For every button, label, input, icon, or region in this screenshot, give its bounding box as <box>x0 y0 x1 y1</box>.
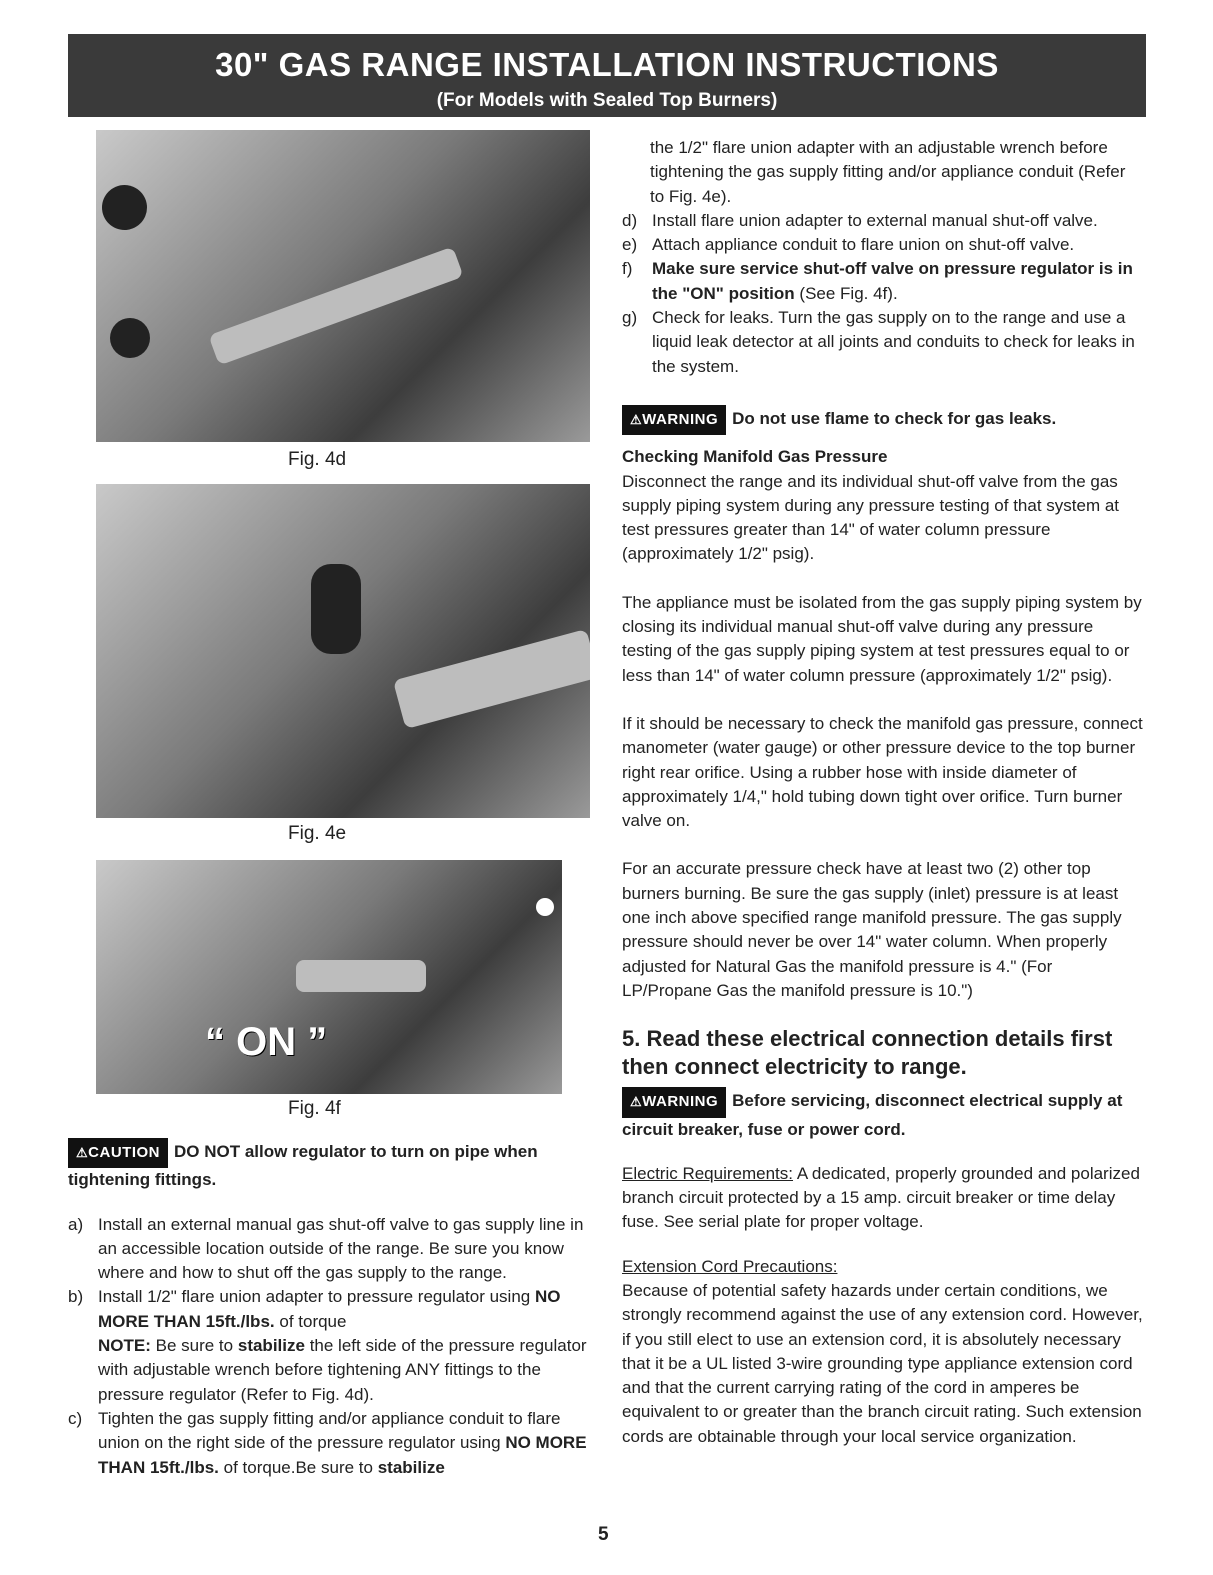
list-item: a) Install an external manual gas shut-off valve to gas supply line in an accessible location outside of the range. Be sure you know where and how to shut off the gas supply to the range. <box>68 1214 584 1283</box>
electric-requirements-label: Electric Requirements: <box>622 1163 794 1183</box>
install-steps-list-continued <box>622 136 1144 379</box>
page-header <box>68 34 1146 117</box>
fig-4d-caption: Fig. 4d <box>288 449 347 470</box>
list-item: d) Install flare union adapter to external manual shut-off valve. <box>622 210 1098 230</box>
list-item: b) Install 1/2" flare union adapter to pressure regulator using NO MORE THAN 15ft./lbs. of torque NOTE: Be sure to stabilize the left side of the pressure regulator with adjustable wrench before tightening ANY fittings to the pressure regulator (Refer to Fig. 4d). <box>68 1287 587 1404</box>
fig-4f-caption: Fig. 4f <box>288 1098 341 1119</box>
list-item: c) Tighten the gas supply fitting and/or appliance conduit to flare union on the right side of the pressure regulator using NO MORE THAN 15ft./lbs. of torque.Be sure to stabilize <box>68 1408 587 1477</box>
list-item: e) Attach appliance conduit to flare union on shut-off valve. <box>622 235 1075 255</box>
paragraph: Disconnect the range and its individual shut-off valve from the gas supply piping system during any pressure testing of that system at test pressures greater than 14" of water column pressure (approximately 1/2" psig). <box>622 471 1120 564</box>
paragraph: For an accurate pressure check have at least two (2) other top burners burning. Be sure the gas supply (inlet) pressure is at least one inch above specified range manifold pressure. The gas supply pressure should never be over 14" water column. When properly adjusted for Natural Gas the manifold pressure is 4." (For LP/Propane Gas the manifold pressure is 10.") <box>622 859 1122 1000</box>
paragraph: The appliance must be isolated from the gas supply piping system by closing its individual manual shut-off valve during any pressure testing of the gas supply piping system at test pressures equal to or less than 14" of water column pressure (approximately 1/2" psig). <box>622 592 1142 685</box>
warning-text: Do not use flame to check for gas leaks. <box>732 408 1057 428</box>
page-subtitle: (For Models with Sealed Top Burners) <box>436 90 778 111</box>
caution-text: DO NOT allow regulator to turn on pipe when tightening fittings. <box>68 1142 538 1190</box>
paragraph: If it should be necessary to check the manifold gas pressure, connect manometer (water gauge) or other pressure device to the top burner right rear orifice. Using a rubber hose with inside diameter of approximately 1/4," hold tubing down tight over orifice. Turn burner valve on. <box>622 713 1143 831</box>
warning-triangle-icon: ⚠ <box>630 411 643 427</box>
warning-badge: ⚠WARNING <box>622 405 726 435</box>
warning-triangle-icon: ⚠ <box>630 1094 643 1110</box>
paragraph: Because of potential safety hazards under certain conditions, we strongly recommend against the use of any extension cord. However, if you still elect to use an extension cord, it is absolutely necessary that it be a UL listed 3-wire grounding type appliance extension cord and that the current carrying rating of the cord in amperes be equivalent to or greater than the branch circuit rating. Such extension cords are obtainable through your local service organization. <box>622 1280 1143 1446</box>
manifold-heading: Checking Manifold Gas Pressure <box>622 447 888 467</box>
on-position-label: “ ON ” <box>205 1020 328 1064</box>
warning-triangle-icon: ⚠ <box>76 1145 89 1160</box>
fig-4d-photo <box>96 130 590 442</box>
warning-badge: ⚠WARNING <box>622 1087 726 1117</box>
install-steps-list <box>68 1213 590 1480</box>
list-item: f) Make sure service shut-off valve on pressure regulator is in the "ON" position (See Fig. 4f). <box>622 259 1133 303</box>
warning-text: Before servicing, disconnect electrical supply at circuit breaker, fuse or power cord. <box>622 1091 1123 1139</box>
left-column <box>68 1138 590 1480</box>
list-item: the 1/2" flare union adapter with an adjustable wrench before tightening the gas supply fitting and/or appliance conduit (Refer to Fig. 4e). <box>650 138 1126 206</box>
caution-badge: ⚠CAUTION <box>68 1138 168 1168</box>
extension-cord-label: Extension Cord Precautions: <box>622 1256 838 1276</box>
fig-4e-caption: Fig. 4e <box>288 823 347 844</box>
list-item: g) Check for leaks. Turn the gas supply on to the range and use a liquid leak detector at all joints and conduits to check for leaks in the system. <box>622 308 1135 376</box>
right-column: the 1/2" flare union adapter with an adjustable wrench before tightening the gas supply fitting and/or appliance conduit (Refer to Fig. 4e). d) Install flare union adapter to external manual shut-off valve. e) Attach appliance conduit to flare union on shut-off valve. f) Make sure service shut-off valve on pressure regulator is in the "ON" position (See Fig. 4f). g) Check for leaks. Turn the gas supply on to the range and use a liquid leak detector at all joints and conduits to check for leaks in the system. ⚠WARNING Do not use flame to check for gas leaks. Checking Manifold Gas Pressure Disconnect the range and its individual shut-off valve from the gas supply piping system during any pressure testing of that system at test pressures greater than 14" of water column pressure (approximately 1/2" psig). The appliance must be isolated from the gas supply piping system by closing its individual manual shut-off valve during any pressure testing of the gas supply piping system at test pressures equal to or less than 14" of water column pressure (approximately 1/2" psig). If it should be necessary to check the manifold gas pressure, connect manometer (water gauge) or other pressure device to the top burner right rear orifice. Using a rubber hose with inside diameter of approximately 1/4," hold tubing down tight over orifice. Turn burner valve on. For an accurate pressure check have at least two (2) other top burners burning. Be sure the gas supply (inlet) pressure is at least one inch above specified range manifold pressure. The gas supply pressure should never be over 14" water column. When properly adjusted for Natural Gas the manifold pressure is 4." (For LP/Propane Gas the manifold pressure is 10.") 5. Read these electrical connection details first then connect electricity to range. ⚠WARNING Before servicing, disconnect electrical supply at circuit breaker, fuse or power cord. Electric Requirements: A dedicated, properly grounded and polarized branch circuit protected by a 15 amp. circuit breaker or time delay fuse. See serial plate for proper voltage. Extension Cord Precautions: Because of potential safety hazards under certain conditions, we strongly recommend against the use of any extension cord. However, if you still elect to use an extension cord, it is absolutely necessary that it be a UL listed 3-wire grounding type appliance extension cord and that the current carrying rating of the cord in amperes be equivalent to or greater than the branch circuit rating. Such extension cords are obtainable through your local service organization. <box>622 136 1144 1449</box>
fig-4e-photo <box>96 484 590 818</box>
fig-4f-photo <box>96 860 562 1094</box>
page-number: 5 <box>598 1524 609 1545</box>
page-title: 30" GAS RANGE INSTALLATION INSTRUCTIONS <box>215 46 999 83</box>
section-5-heading: 5. Read these electrical connection details first then connect electricity to range. <box>622 1026 1113 1080</box>
